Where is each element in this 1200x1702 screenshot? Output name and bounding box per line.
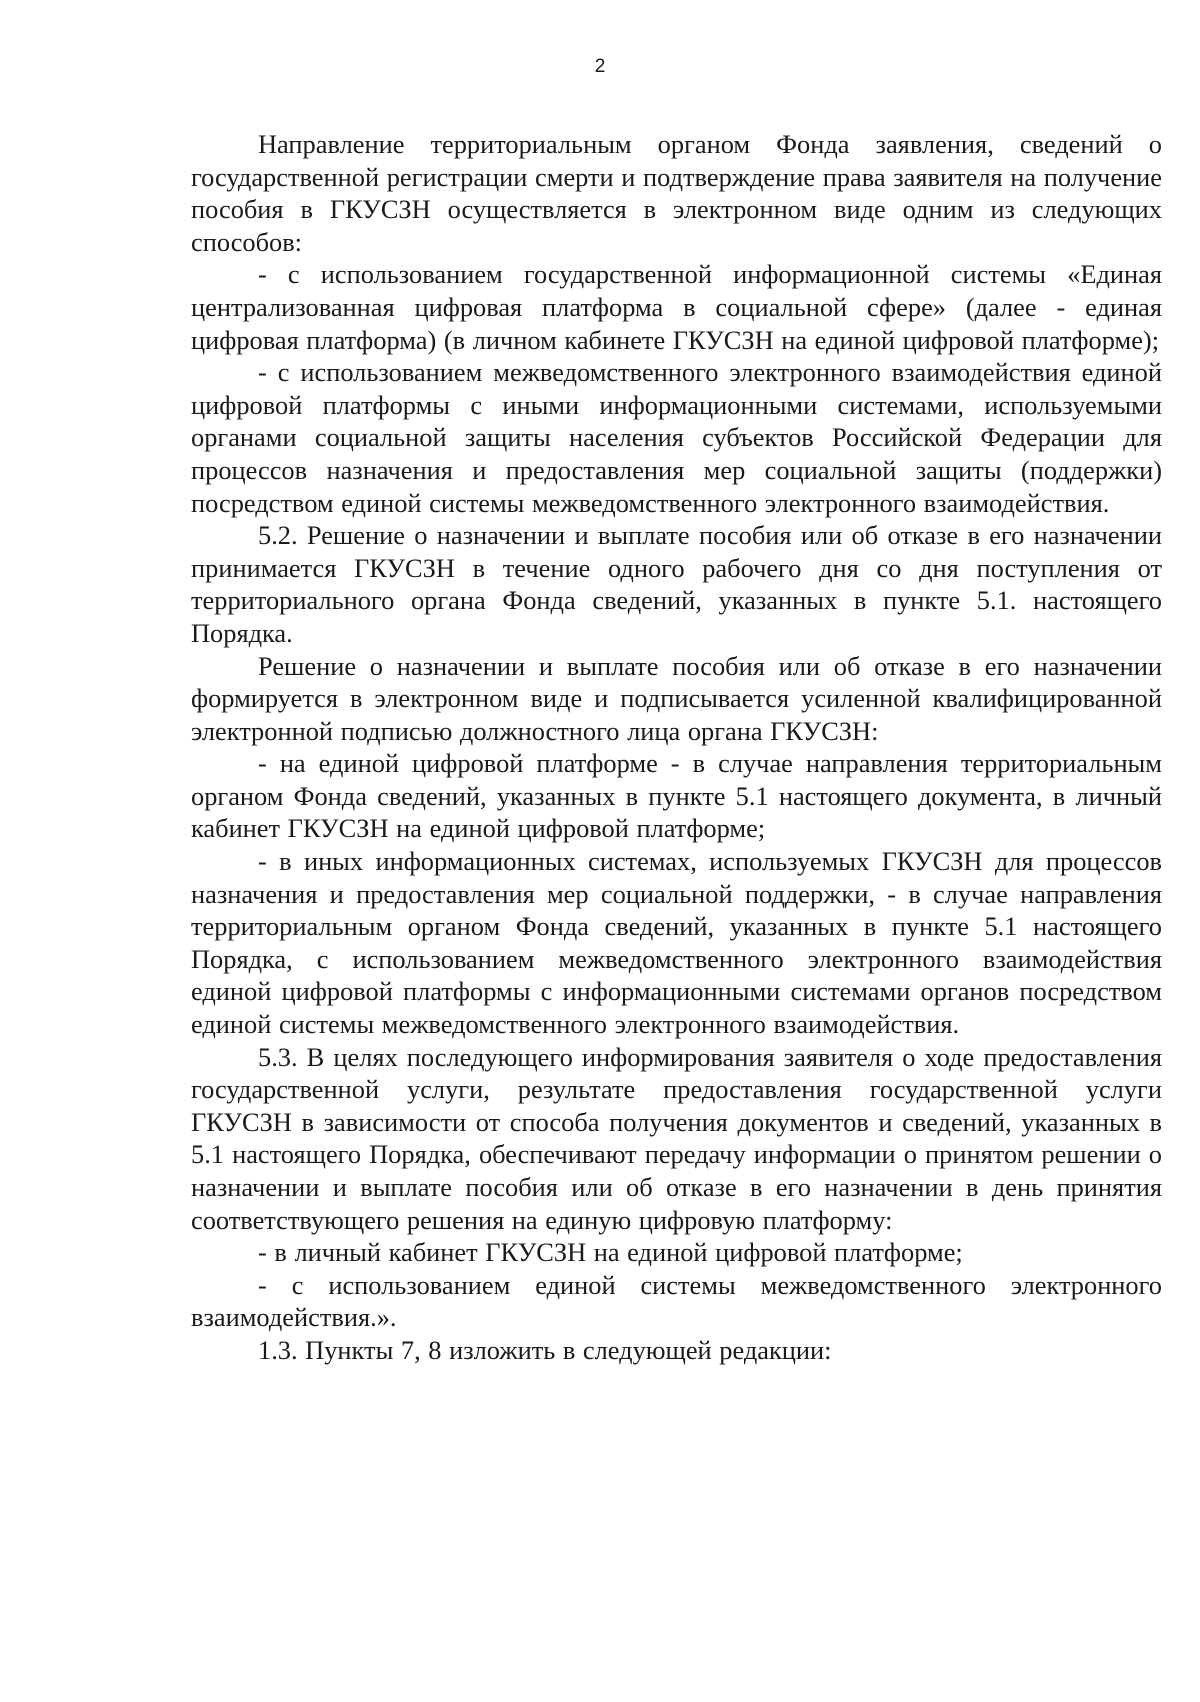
paragraph-clause-5-2: 5.2. Решение о назначении и выплате пособия или об отказе в его назначении принимается ГКУСЗН в течение одного рабочего дня со дня поступления от территориального органа Фонда сведений, указанных в пункте 5.1. настоящего Порядка.: [191, 520, 1162, 648]
list-item-other-systems: - в иных информационных системах, используемых ГКУСЗН для процессов назначения и предоставления мер социальной поддержки, - в случае направления территориальным органом Фонда сведений, указанных в пункте 5.1 настоящего Порядка, с использованием межведомственного электронного взаимодействия единой цифровой платформы с информационными системами органов посредством единой системы межведомственного электронного взаимодействия.: [191, 846, 1162, 1040]
paragraph-decision-signing: Решение о назначении и выплате пособия или об отказе в его назначении формируется в электронном виде и подписывается усиленной квалифицированной электронной подписью должностного лица органа ГКУСЗН:: [191, 650, 1162, 746]
list-item-on-platform: - на единой цифровой платформе - в случае направления территориальным органом Фонда сведений, указанных в пункте 5.1 настоящего документа, в личный кабинет ГКУСЗН на единой цифровой платформе;: [191, 748, 1162, 844]
page-number: 2: [594, 56, 606, 77]
paragraph-clause-1-3: 1.3. Пункты 7, 8 изложить в следующей редакции:: [258, 1334, 832, 1365]
list-item-unified-platform: - с использованием государственной информационной системы «Единая централизованная цифровая платформа в социальной сфере» (далее - единая цифровая платформа) (в личном кабинете ГКУСЗН на единой цифровой платформе);: [191, 259, 1162, 355]
paragraph-transfer-methods: Направление территориальным органом Фонда заявления, сведений о государственной регистрации смерти и подтверждение права заявителя на получение пособия в ГКУСЗН осуществляется в электронном виде одним из следующих способов:: [191, 129, 1162, 257]
document-body: [191, 128, 1162, 1367]
list-item-personal-cabinet: - в личный кабинет ГКУСЗН на единой цифровой платформе;: [258, 1237, 963, 1268]
list-item-unified-system: - с использованием единой системы межведомственного электронного взаимодействия.».: [191, 1269, 1162, 1333]
list-item-interagency-interaction: - с использованием межведомственного электронного взаимодействия единой цифровой платформы с иными информационными системами, используемыми органами социальной защиты населения субъектов Российской Федерации для процессов назначения и предоставления мер социальной защиты (поддержки) посредством единой системы межведомственного электронного взаимодействия.: [191, 357, 1162, 518]
paragraph-clause-5-3: 5.3. В целях последующего информирования заявителя о ходе предоставления государственной услуги, результате предоставления государственной услуги ГКУСЗН в зависимости от способа получения документов и сведений, указанных в 5.1 настоящего Порядка, обеспечивают передачу информации о принятом решении о назначении и выплате пособия или об отказе в его назначении в день принятия соответствующего решения на единую цифровую платформу:: [191, 1041, 1162, 1235]
